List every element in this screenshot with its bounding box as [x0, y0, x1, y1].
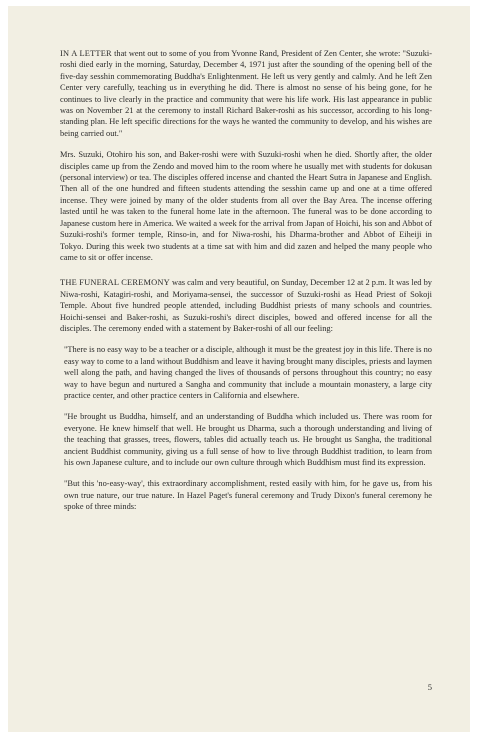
body-text: [60, 48, 432, 523]
document-page: [8, 6, 470, 732]
paragraph-text: "There is no easy way to be a teacher or a disciple, although it must be the greatest joy in this life. There is no easy way to come to a land without Buddhism and leave it having brought many disciples, priests and laymen well along the path, and having changed the lives of thousands of persons throughout this country; no easy way to have begun and nurtured a Sangha and community that include a mountain monastery, a large city practice center, and other practice centers in California and elsewhere.: [64, 345, 432, 400]
paragraph-lead: IN A LETTER: [60, 49, 112, 58]
paragraph-text: Mrs. Suzuki, Otohiro his son, and Baker-roshi were with Suzuki-roshi when he died. Shortly after, the older disciples came up from the Zendo and moved him to the room where he usually met with students for dokusan (personal interview) or tea. The disciples offered incense and chanted the Heart Sutra in Japanese and English. Then all of the one hundred and fifteen students attending the sesshin came up and one at a time offered incense. They were joined by many of the older students from all over the Bay Area. The incense offering lasted until he was taken to the funeral home late in the afternoon. The funeral was to be done according to Japanese custom here in America. We waited a week for the arrival from Japan of Hoichi, his son and Abbot of Suzuki-roshi's former temple, Rinso-in, and for Niwa-roshi, his Dharma-brother and Abbot of Eiheiji in Tokyo. During this week two students at a time sat with him and did zazen and helped the many people who came to sit or offer incense.: [60, 150, 432, 262]
paragraph-death: [60, 149, 432, 263]
page-number: 5: [427, 682, 432, 692]
paragraph-text: "But this 'no-easy-way', this extraordinary accomplishment, rested easily with him, for he gave us, from his own true nature, our true nature. In Hazel Paget's funeral ceremony and Trudy Dixon's funeral ceremony he spoke of three minds:: [64, 479, 432, 512]
quote-paragraph: [64, 344, 432, 401]
paragraph-text: that went out to some of you from Yvonne Rand, President of Zen Center, she wrote: "Suzuki-roshi died early in the morning, Saturday, December 4, 1971 just after the sounding of the opening bell of the five-day sesshin commemorating Buddha's Enlightenment. He left us very gently and calmly. And he left Zen Center very carefully, teaching us in everything he did. There is almost no sense of his being gone, for he continues to live clearly in the practice and community that were his life work. His last appearance in public was on November 21 at the ceremony to install Richard Baker-roshi as his successor, according to his long-standing plan. He left specific directions for the ways he wanted the community to develop, and his wishes are being carried out.": [60, 49, 433, 138]
paragraph-text: was calm and very beautiful, on Sunday, December 12 at 2 p.m. It was led by Niwa-roshi, Katagiri-roshi, and Moriyama-sensei, the successor of Suzuki-roshi as Head Priest of Sokoji Temple. About five hundred people attended, including Buddhist priests of many schools and countries. Hoichi-sensei and Baker-roshi, as Suzuki-roshi's direct disciples, bowed and offered incense for all the disciples. The ceremony ended with a statement by Baker-roshi of all our feeling:: [60, 278, 432, 333]
paragraph-funeral-ceremony: [60, 277, 432, 334]
paragraph-lead: THE FUNERAL CEREMONY: [60, 278, 170, 288]
quote-paragraph: [64, 411, 432, 468]
paragraph-letter: [60, 48, 432, 139]
paragraph-text: "He brought us Buddha, himself, and an understanding of Buddha which included us. There was room for everyone. He knew himself that well. He brought us Dharma, such a thorough understanding and living of the teaching that grasses, trees, flowers, tables did actually teach us. He brought us Sangha, the traditional ancient Buddhist community, giving us a full sense of how to live through Buddhist tradition, to learn from his own Japanese culture, and to include our own culture through which Buddhism must find its expression.: [64, 412, 432, 467]
quote-paragraph: [64, 478, 432, 512]
